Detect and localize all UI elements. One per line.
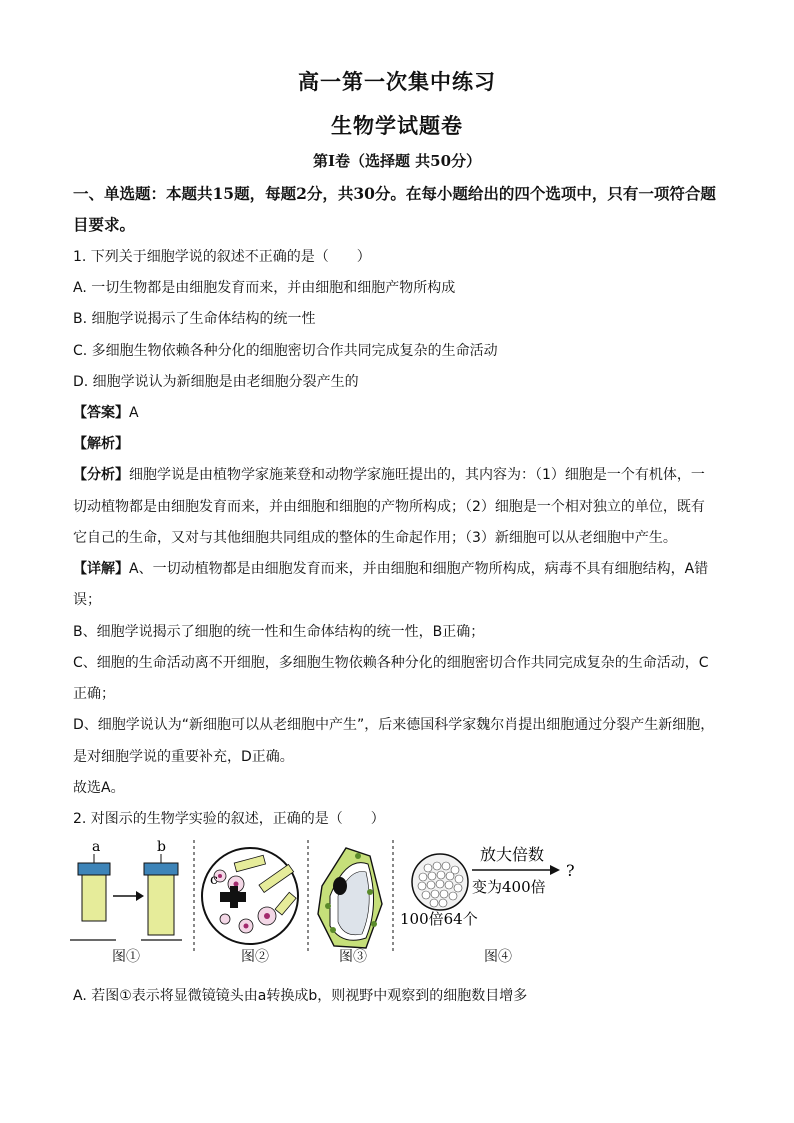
q1-option-d: D. 细胞学说认为新细胞是由老细胞分裂产生的 <box>73 374 359 390</box>
q1-option-c: C. 多细胞生物依赖各种分化的细胞密切合作共同完成复杂的生命活动 <box>73 343 498 359</box>
xiangjie-line-5: 正确； <box>73 686 115 702</box>
caption-fig4: 图④ <box>484 949 512 965</box>
fig4-text-top: 放大倍数 <box>480 845 545 864</box>
q1-option-b: B. 细胞学说揭示了生命体结构的统一性 <box>73 311 316 327</box>
fig4-text-mid: 变为400倍 <box>472 878 546 896</box>
xiangjie-line-4: C、细胞的生命活动离不开细胞，多细胞生物依赖各种分化的细胞密切合作共同完成复杂的生命活动，C <box>73 655 709 671</box>
fig1-label-a: a <box>92 839 101 855</box>
answer-tag: 【答案】 <box>73 405 129 421</box>
caption-fig1: 图① <box>112 949 140 965</box>
q2-option-a: A. 若图①表示将显微镜镜头由a转换成b，则视野中观察到的细胞数目增多 <box>73 988 528 1004</box>
part-title: 第Ⅰ卷（选择题 共50分） <box>312 152 482 170</box>
q1-option-a: A. 一切生物都是由细胞发育而来，并由细胞和细胞产物所构成 <box>73 280 456 296</box>
q2-stem: 2. 对图示的生物学实验的叙述，正确的是（ ） <box>73 811 385 827</box>
fig4-question-mark: ? <box>566 861 575 880</box>
analysis-tag: 【解析】 <box>73 436 129 452</box>
fenxi-line-1: 【分析】细胞学说是由植物学家施莱登和动物学家施旺提出的，其内容为：（1）细胞是一个有机体，一 <box>73 467 705 483</box>
q1-stem: 1. 下列关于细胞学说的叙述不正确的是（ ） <box>73 249 371 265</box>
exam-title: 高一第一次集中练习 <box>298 69 496 94</box>
subject-title: 生物学试题卷 <box>331 113 463 138</box>
section-heading: 一、单选题：本题共15题，每题2分，共30分。在每小题给出的四个选项中，只有一项符合题目要求。 <box>73 184 716 234</box>
xiangjie-line-3: B、细胞学说揭示了细胞的统一性和生命体结构的统一性，B正确； <box>73 624 485 640</box>
fig1-label-b: b <box>157 839 166 855</box>
xiangjie-line-2: 误； <box>73 592 101 608</box>
xiangjie-line-8: 故选A。 <box>73 780 125 796</box>
fig2-microscope-view <box>202 848 298 944</box>
xiangjie-tag: 【详解】 <box>73 561 129 577</box>
fig3-plant-cell <box>318 848 382 948</box>
xiangjie-line-1: 【详解】A、一切动植物都是由细胞发育而来，并由细胞和细胞产物所构成，病毒不具有细胞结构，A错 <box>73 561 709 577</box>
fenxi-line-2: 切动植物都是由细胞发育而来，并由细胞和细胞的产物所构成；（2）细胞是一个相对独立的单位，既有 <box>73 499 705 515</box>
answer-value: A <box>129 405 139 421</box>
caption-fig3: 图③ <box>339 949 367 965</box>
fig4-magnification <box>400 845 575 928</box>
xiangjie-line-7: 是对细胞学说的重要补充，D正确。 <box>73 749 294 765</box>
fig1-lenses <box>70 839 182 940</box>
q1-answer <box>73 402 723 422</box>
xiangjie-line-6: D、细胞学说认为“新细胞可以从老细胞中产生”，后来德国科学家魏尔肖提出细胞通过分裂产生新细胞， <box>73 717 715 733</box>
fenxi-tag: 【分析】 <box>73 467 129 483</box>
fenxi-line-3: 它自己的生命，又对与其他细胞共同组成的整体的生命起作用；（3）新细胞可以从老细胞中产生。 <box>73 530 677 546</box>
fig2-label-c: c <box>210 872 218 888</box>
fig4-text-bottom: 100倍64个 <box>400 910 478 928</box>
caption-fig2: 图② <box>241 949 269 965</box>
